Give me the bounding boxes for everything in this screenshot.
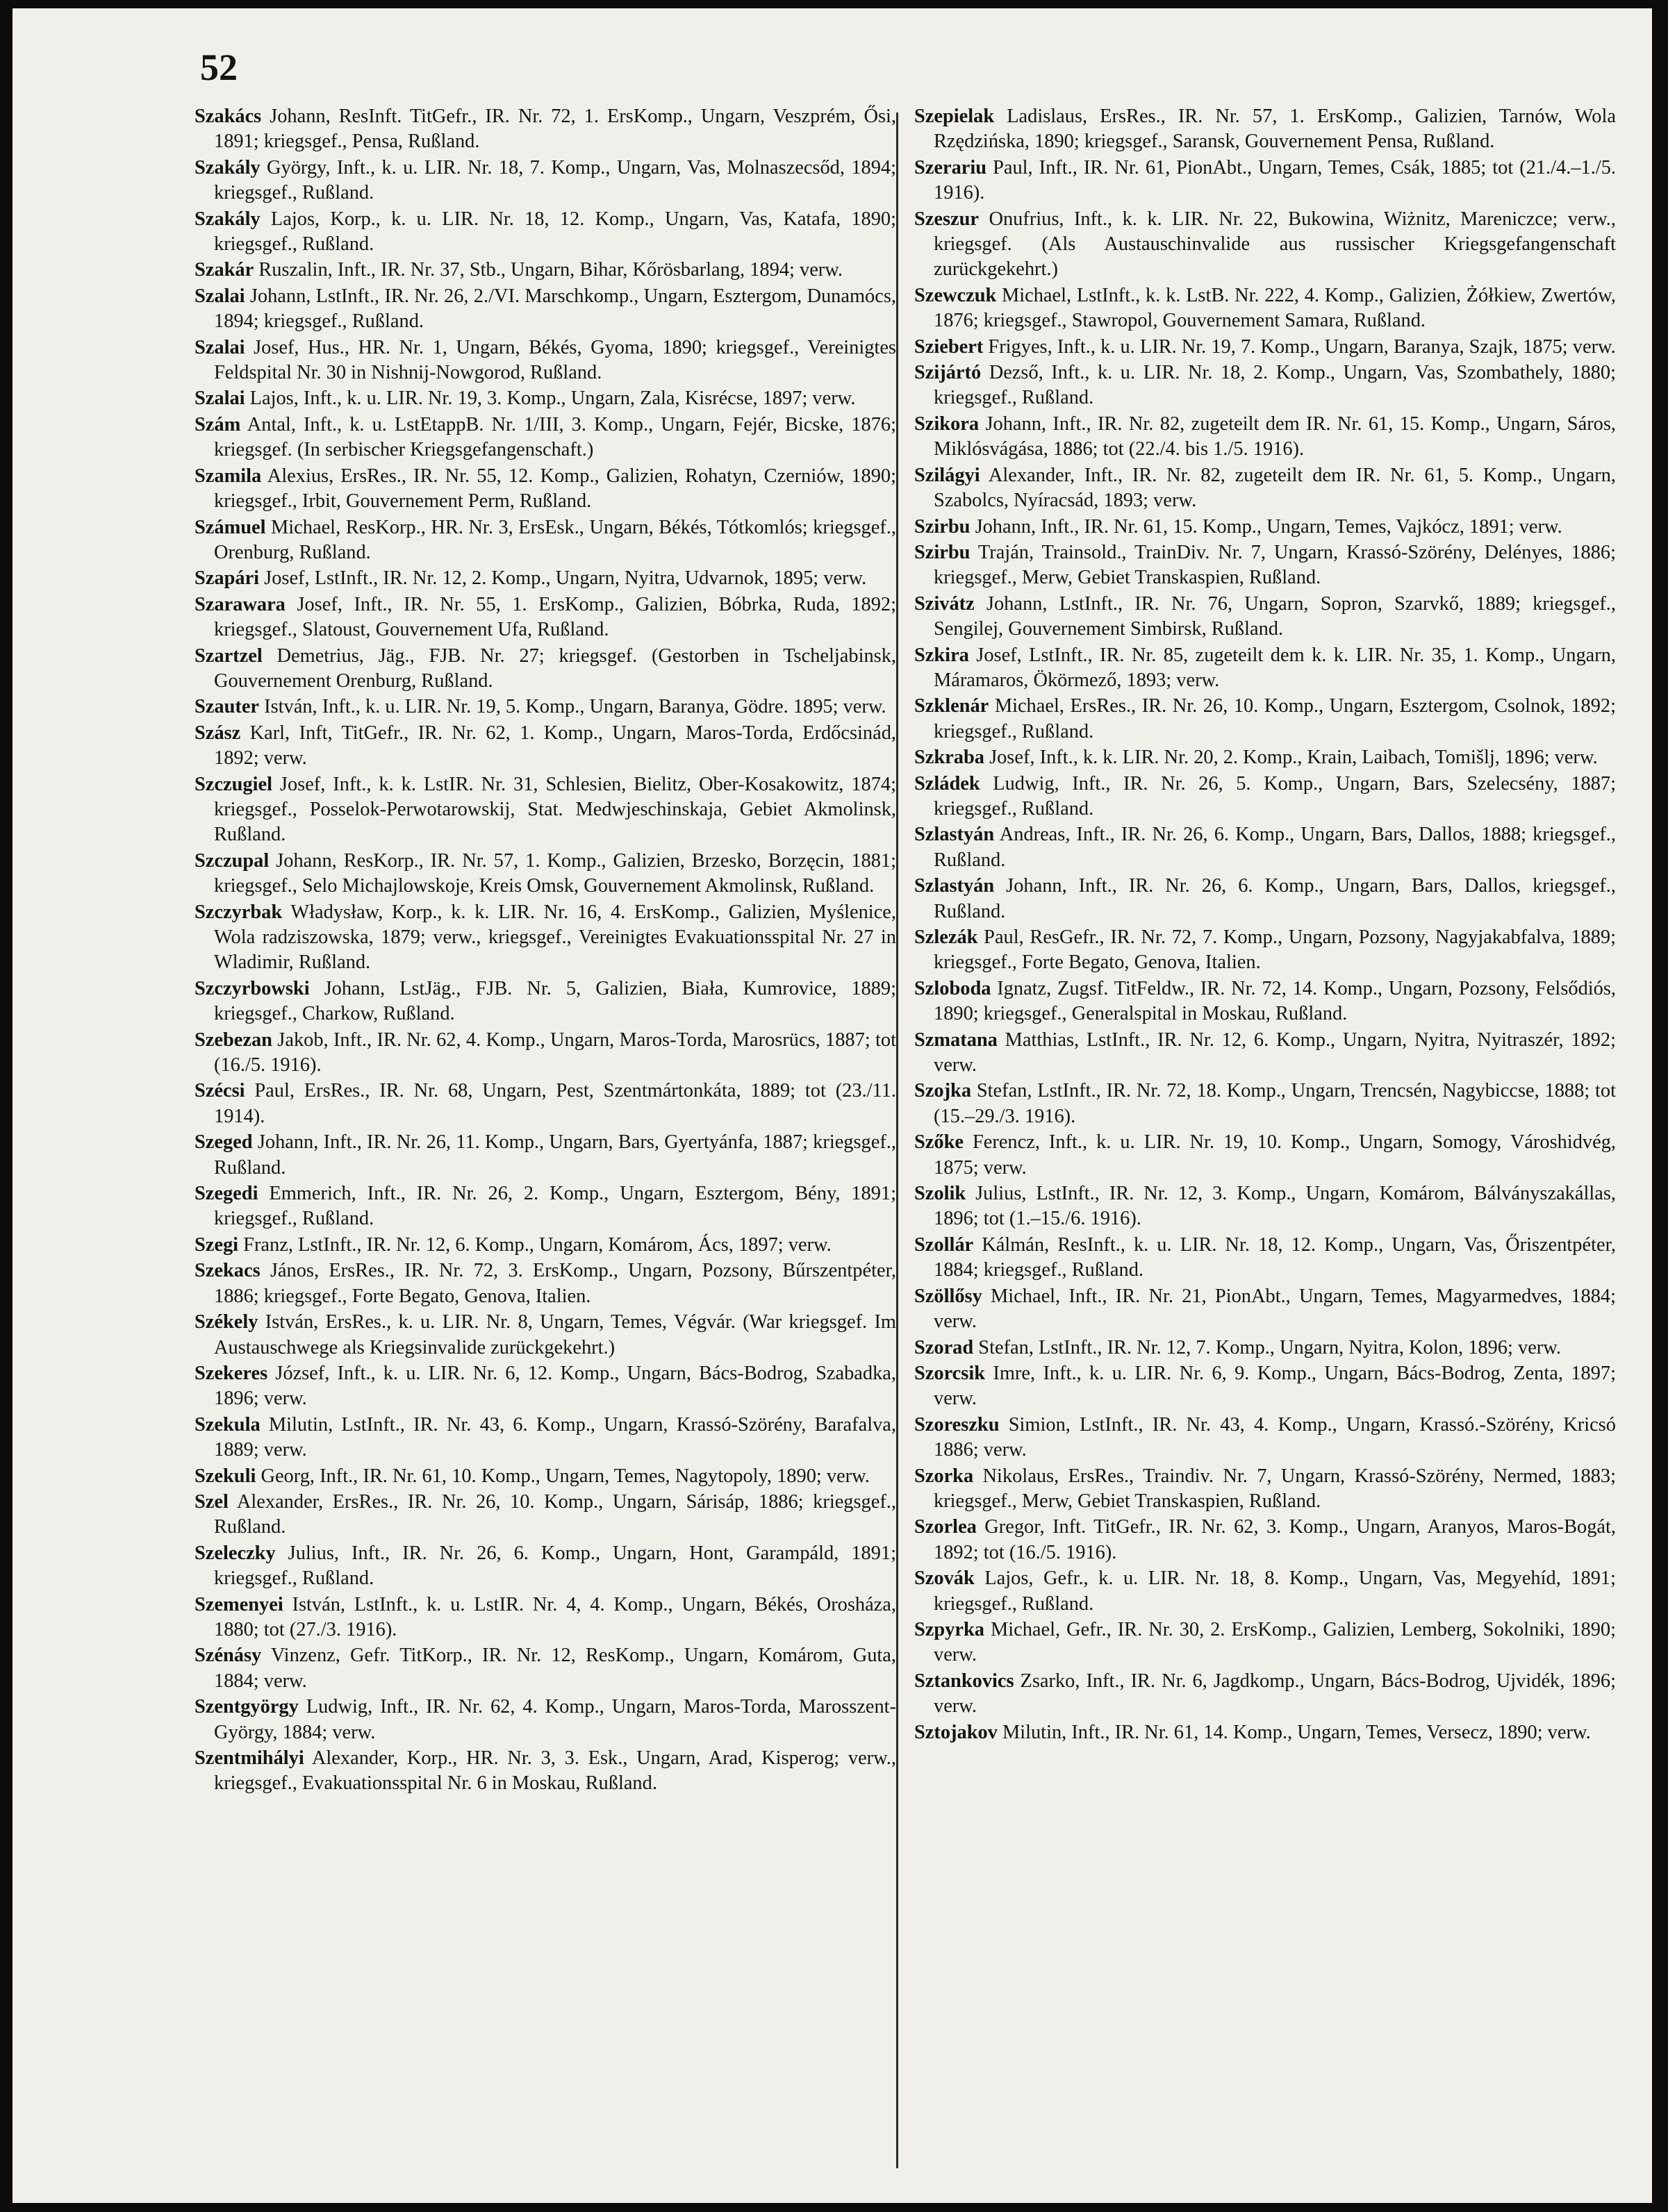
roll-entry [914,874,1616,924]
roll-entry [195,207,896,258]
roll-entry [195,104,896,155]
entry-details: Zsarko, Inft., IR. Nr. 6, Jagdkomp., Ungarn, Bács-Bodrog, Ujvidék, 1896; verw. [934,1670,1616,1718]
roll-entry [914,335,1616,360]
entry-details: Johann, Inft., IR. Nr. 26, 11. Komp., Ungarn, Bars, Gyertyánfa, 1887; kriegsgef., Rußland. [214,1131,896,1179]
roll-entry [195,1181,896,1232]
entry-surname: Szegedi [195,1183,258,1205]
roll-entry [914,412,1616,463]
entry-surname: Szemenyei [195,1593,283,1615]
entry-details: Josef, Inft., k. k. LstIR. Nr. 31, Schlesien, Bielitz, Ober-Kosakowitz, 1874; kriegsgef., Posselok-Perwotarowskij, Stat. Medwjeschinskaja, Gebiet Akmolinsk, Rußland. [214,773,896,846]
entry-surname: Szeszur [914,208,980,230]
entry-details: Stefan, LstInft., IR. Nr. 72, 18. Komp., Ungarn, Trencsén, Nagybiccse, 1888; tot (15.–29./3. 1916). [934,1080,1616,1127]
entry-details: Ludwig, Inft., IR. Nr. 26, 5. Komp., Ungarn, Bars, Szelecsény, 1887; kriegsgef., Rußland. [934,772,1616,820]
entry-surname: Számuel [195,516,266,538]
entry-surname: Szentgyörgy [195,1696,299,1718]
roll-entry [914,515,1616,540]
roll-entry [195,1361,896,1412]
entry-surname: Szöllősy [914,1285,982,1307]
roll-entry [195,1258,896,1309]
entry-surname: Szorcsik [914,1362,986,1384]
entry-details: Andreas, Inft., IR. Nr. 26, 6. Komp., Ungarn, Bars, Dallos, 1888; kriegsgef., Rußland. [934,824,1616,871]
roll-entry [914,976,1616,1027]
entry-surname: Szekula [195,1413,261,1436]
entry-surname: Szoreszku [914,1413,1000,1436]
entry-surname: Szepielak [914,106,995,127]
entry-details: Paul, Inft., IR. Nr. 61, PionAbt., Ungarn, Temes, Csák, 1885; tot (21./4.–1./5. 1916). [934,156,1616,204]
roll-entry [914,1618,1616,1668]
entry-details: Lajos, Inft., k. u. LIR. Nr. 19, 3. Komp., Ungarn, Zala, Kisrécse, 1897; verw. [245,388,856,410]
roll-entry [195,1464,896,1489]
entry-details: Gregor, Inft. TitGefr., IR. Nr. 62, 3. Komp., Ungarn, Aranyos, Maros-Bogát, 1892; tot (16./5. 1916). [934,1516,1616,1563]
roll-entry [195,1643,896,1694]
roll-entry [195,1746,896,1797]
entry-surname: Szirbu [914,541,971,563]
entry-details: Vinzenz, Gefr. TitKorp., IR. Nr. 12, ResKomp., Ungarn, Komárom, Guta, 1884; verw. [214,1645,896,1692]
roll-entry [195,849,896,899]
entry-surname: Szovák [914,1567,975,1590]
roll-entry [914,1284,1616,1335]
entry-details: Paul, ErsRes., IR. Nr. 68, Ungarn, Pest, Szentmártonkáta, 1889; tot (23./11. 1914). [214,1080,896,1127]
roll-entry [914,1336,1616,1361]
entry-details: Dezső, Inft., k. u. LIR. Nr. 18, 2. Komp., Ungarn, Vas, Szombathely, 1880; kriegsgef., Rußland. [934,362,1616,409]
entry-details: Milutin, Inft., IR. Nr. 61, 14. Komp., Ungarn, Temes, Versecz, 1890; verw. [997,1721,1591,1743]
entry-details: Milutin, LstInft., IR. Nr. 43, 6. Komp., Ungarn, Krassó-Szörény, Barafalva, 1889; verw. [214,1413,896,1461]
entry-surname: Szpyrka [914,1618,984,1640]
entry-surname: Szládek [914,772,980,795]
entry-surname: Szklenár [914,695,989,717]
entry-details: Ladislaus, ErsRes., IR. Nr. 57, 1. ErsKomp., Galizien, Tarnów, Wola Rzędzińska, 1890; kriegsgef., Saransk, Gouvernement Pensa, Rußland. [934,106,1616,153]
entry-details: Kálmán, ResInft., k. u. LIR. Nr. 18, 12. Komp., Ungarn, Vas, Őriszentpéter, 1884; kriegsgef., Rußland. [934,1233,1616,1281]
roll-entry [195,976,896,1027]
entry-details: Ignatz, Zugsf. TitFeldw., IR. Nr. 72, 14. Komp., Ungarn, Pozsony, Felsődiós, 1890; kriegsgef., Generalspital in Moskau, Rußland. [934,977,1616,1025]
entry-surname: Szijártó [914,362,982,384]
entry-details: Alexius, ErsRes., IR. Nr. 55, 12. Komp., Galizien, Rohatyn, Czerniów, 1890; kriegsgef., Irbit, Gouvernement Perm, Rußland. [214,465,896,513]
entry-surname: Sziebert [914,335,984,358]
entry-details: Johann, LstInft., IR. Nr. 26, 2./VI. Marschkomp., Ungarn, Esztergom, Dunamócs, 1894; kriegsgef., Rußland. [214,285,896,333]
entry-surname: Szel [195,1490,229,1513]
entry-surname: Szczyrbak [195,901,283,923]
entry-details: Michael, ErsRes., IR. Nr. 26, 10. Komp., Ungarn, Esztergom, Csolnok, 1892; kriegsgef., Rußland. [934,695,1616,742]
entry-surname: Szécsi [195,1080,245,1102]
roll-entry [195,413,896,463]
entry-surname: Szamila [195,465,262,487]
entry-details: Josef, Hus., HR. Nr. 1, Ungarn, Békés, Gyoma, 1890; kriegsgef., Vereinigtes Feldspital Nr. 30 in Nishnij-Nowgorod, Rußland. [214,336,896,384]
entry-surname: Szilágyi [914,464,980,486]
entry-details: Onufrius, Inft., k. k. LIR. Nr. 22, Bukowina, Wiżnitz, Mareniczce; verw., kriegsgef. (Als Austauschinvalide aus russischer Kriegsgefangenschaft zurückgekehrt.) [934,208,1616,281]
page-number: 52 [200,47,238,88]
document-page [13,8,1652,2203]
roll-entry [914,1464,1616,1515]
entry-surname: Szebezan [195,1029,272,1051]
entry-surname: Szartzel [195,645,263,667]
entry-details: Władysław, Korp., k. k. LIR. Nr. 16, 4. ErsKomp., Galizien, Myślenice, Wola radziszowska, 1879; verw., kriegsgef., Vereinigtes Evakuationsspital Nr. 27 in Wladimir, Rußland. [214,901,896,974]
roll-entry [914,540,1616,591]
entry-details: Emmerich, Inft., IR. Nr. 26, 2. Komp., Ungarn, Esztergom, Bény, 1891; kriegsgef., Rußland. [214,1183,896,1230]
roll-entry [914,1130,1616,1181]
entry-details: Julius, LstInft., IR. Nr. 12, 3. Komp., Ungarn, Komárom, Bálványszakállas, 1896; tot (1.–15./6. 1916). [934,1183,1616,1230]
entry-details: Georg, Inft., IR. Nr. 61, 10. Komp., Ungarn, Temes, Nagytopoly, 1890; verw. [256,1465,870,1487]
roll-entry [914,1566,1616,1617]
roll-entry [195,1233,896,1258]
entry-details: Johann, ResKorp., IR. Nr. 57, 1. Komp., Galizien, Brzesko, Borzęcin, 1881; kriegsgef., Selo Michajlowskoje, Kreis Omsk, Gouvernement Akmolinsk, Rußland. [214,849,896,897]
roll-entry [914,643,1616,694]
entry-details: Johann, Inft., IR. Nr. 61, 15. Komp., Ungarn, Temes, Vajkócz, 1891; verw. [970,515,1562,538]
roll-entry [195,1079,896,1129]
entry-details: Karl, Inft, TitGefr., IR. Nr. 62, 1. Komp., Ungarn, Maros-Torda, Erdőcsinád, 1892; verw. [214,722,896,770]
roll-entry [195,721,896,772]
roll-entry [914,1233,1616,1283]
roll-entry [195,284,896,335]
entry-surname: Szorka [914,1465,974,1487]
entry-details: Josef, Inft., IR. Nr. 55, 1. ErsKomp., Galizien, Bóbrka, Ruda, 1892; kriegsgef., Slatoust, Gouvernement Ufa, Rußland. [214,593,896,641]
entry-details: István, Inft., k. u. LIR. Nr. 19, 5. Komp., Ungarn, Baranya, Gödre. 1895; verw. [259,696,886,718]
entry-surname: Szalai [195,388,245,410]
entry-surname: Szekeres [195,1362,268,1384]
entry-surname: Szénásy [195,1645,262,1667]
roll-entry [195,1310,896,1361]
entry-surname: Szekuli [195,1465,256,1487]
entry-details: Stefan, LstInft., IR. Nr. 12, 7. Komp., Ungarn, Nyitra, Kolon, 1896; verw. [973,1336,1561,1358]
roll-entry [195,1130,896,1181]
entry-details: István, ErsRes., k. u. LIR. Nr. 8, Ungarn, Temes, Végvár. (War kriegsgef. Im Austauschwege als Kriegsinvalide zurückgekehrt.) [214,1311,896,1358]
right-column [914,104,1616,2181]
roll-entry [914,1669,1616,1720]
entry-surname: Szkraba [914,747,984,769]
roll-entry [914,360,1616,411]
entry-details: Josef, LstInft., IR. Nr. 85, zugeteilt dem k. k. LIR. Nr. 35, 1. Komp., Ungarn, Máramaros, Ökörmező, 1893; verw. [934,644,1616,691]
roll-entry [914,592,1616,642]
roll-entry [914,1181,1616,1232]
roll-entry [195,644,896,695]
entry-details: Michael, ResKorp., HR. Nr. 3, ErsEsk., Ungarn, Békés, Tótkomlós; kriegsgef., Orenburg, Rußland. [214,516,896,563]
roll-entry [195,335,896,386]
roll-entry [914,1361,1616,1412]
entry-details: Johann, LstInft., IR. Nr. 76, Ungarn, Sopron, Szarvkő, 1889; kriegsgef., Sengilej, Gouvernement Simbirsk, Rußland. [934,592,1616,640]
entry-surname: Szczugiel [195,773,272,795]
entry-surname: Szekacs [195,1260,261,1282]
roll-entry [914,822,1616,873]
entry-surname: Szőke [914,1131,964,1154]
entry-surname: Szkira [914,644,969,666]
roll-entry [914,745,1616,770]
roll-entry [914,1028,1616,1079]
roll-entry [195,386,896,411]
entry-surname: Szikora [914,413,980,435]
entry-surname: Szolik [914,1183,966,1205]
entry-surname: Szeged [195,1131,253,1154]
entry-surname: Szivátz [914,592,975,615]
entry-details: Paul, ResGefr., IR. Nr. 72, 7. Komp., Ungarn, Pozsony, Nagyjakabfalva, 1889; kriegsgef., Forte Begato, Genova, Italien. [934,926,1616,974]
entry-surname: Szegi [195,1233,239,1256]
entry-surname: Szám [195,413,241,435]
roll-entry [195,1541,896,1592]
entry-details: Josef, Inft., k. k. LIR. Nr. 20, 2. Komp., Krain, Laibach, Tomišlj, 1896; verw. [984,747,1598,769]
roll-entry [195,464,896,515]
entry-surname: Szorlea [914,1516,977,1538]
entry-surname: Szlezák [914,926,978,948]
roll-entry [914,207,1616,283]
entry-details: Ruszalin, Inft., IR. Nr. 37, Stb., Ungarn, Bihar, Kőrösbarlang, 1894; verw. [254,259,843,281]
entry-details: Lajos, Gefr., k. u. LIR. Nr. 18, 8. Komp., Ungarn, Vas, Megyehíd, 1891; kriegsgef., Rußland. [934,1567,1616,1615]
entry-details: Michael, LstInft., k. k. LstB. Nr. 222, 4. Komp., Galizien, Żółkiew, Zwertów, 1876; kriegsgef., Stawropol, Gouvernement Samara, Rußland. [934,284,1616,332]
roll-entry [195,1028,896,1079]
entry-surname: Székely [195,1311,258,1333]
roll-entry [914,104,1616,155]
entry-surname: Szorad [914,1336,974,1358]
roll-entry [914,1079,1616,1129]
roll-entry [195,695,896,720]
entry-details: Johann, Inft., IR. Nr. 82, zugeteilt dem IR. Nr. 61, 15. Komp., Ungarn, Sáros, Miklósvágása, 1886; tot (22./4. bis 1./5. 1916). [934,413,1616,460]
roll-entry [195,900,896,976]
entry-surname: Szlastyán [914,875,995,897]
entry-surname: Szakály [195,156,261,178]
entry-details: Johann, ResInft. TitGefr., IR. Nr. 72, 1. ErsKomp., Ungarn, Veszprém, Ősi, 1891; kriegsgef., Pensa, Rußland. [214,106,896,153]
roll-entry [914,156,1616,206]
entry-details: Lajos, Korp., k. u. LIR. Nr. 18, 12. Komp., Ungarn, Vas, Katafa, 1890; kriegsgef., Rußland. [214,208,896,256]
roll-entry [195,1413,896,1463]
entry-details: Ludwig, Inft., IR. Nr. 62, 4. Komp., Ungarn, Maros-Torda, Marosszent-György, 1884; verw. [214,1696,896,1743]
roll-entry [195,156,896,206]
entry-surname: Szerariu [914,156,987,178]
entry-surname: Szewczuk [914,284,997,306]
entry-surname: Szentmihályi [195,1747,304,1769]
entry-details: Johann, Inft., IR. Nr. 26, 6. Komp., Ungarn, Bars, Dallos, kriegsgef., Rußland. [934,875,1616,922]
entry-details: János, ErsRes., IR. Nr. 72, 3. ErsKomp., Ungarn, Pozsony, Bűrszentpéter, 1886; kriegsgef., Forte Begato, Genova, Italien. [214,1260,896,1307]
entry-details: Jakob, Inft., IR. Nr. 62, 4. Komp., Ungarn, Maros-Torda, Marosrücs, 1887; tot (16./5. 1916). [214,1029,896,1076]
entry-surname: Szlastyán [914,824,995,846]
roll-entry [195,258,896,283]
entry-surname: Szczupal [195,849,270,872]
entry-details: Michael, Gefr., IR. Nr. 30, 2. ErsKomp., Galizien, Lemberg, Sokolniki, 1890; verw. [934,1618,1616,1666]
roll-entry [914,1720,1616,1745]
entry-surname: Szauter [195,696,260,718]
entry-details: Alexander, ErsRes., IR. Nr. 26, 10. Komp., Ungarn, Sárisáp, 1886; kriegsgef., Rußland. [214,1490,896,1538]
entry-surname: Szakály [195,208,261,230]
entry-surname: Szmatana [914,1029,998,1051]
roll-entry [914,1413,1616,1463]
entry-details: István, LstInft., k. u. LstIR. Nr. 4, 4. Komp., Ungarn, Békés, Orosháza, 1880; tot (27./3. 1916). [214,1593,896,1640]
entry-surname: Szalai [195,336,245,358]
entry-surname: Szakács [195,106,262,127]
entry-details: Nikolaus, ErsRes., Traindiv. Nr. 7, Ungarn, Krassó-Szörény, Nermed, 1883; kriegsgef., Merw, Gebiet Transkaspien, Rußland. [934,1465,1616,1512]
entry-surname: Sztojakov [914,1721,998,1743]
entry-details: Michael, Inft., IR. Nr. 21, PionAbt., Ungarn, Temes, Magyarmedves, 1884; verw. [934,1285,1616,1333]
entry-surname: Szollár [914,1233,974,1256]
entry-details: Alexander, Korp., HR. Nr. 3, 3. Esk., Ungarn, Arad, Kisperog; verw., kriegsgef., Evakuationsspital Nr. 6 in Moskau, Rußland. [214,1747,896,1795]
entry-details: Alexander, Inft., IR. Nr. 82, zugeteilt dem IR. Nr. 61, 5. Komp., Ungarn, Szabolcs, Nyíracsád, 1893; verw. [934,464,1616,512]
entry-details: Imre, Inft., k. u. LIR. Nr. 6, 9. Komp., Ungarn, Bács-Bodrog, Zenta, 1897; verw. [934,1362,1616,1410]
roll-entry [914,283,1616,334]
roll-entry [195,566,896,591]
roll-entry [195,1490,896,1540]
entry-surname: Szarawara [195,593,286,615]
roll-entry [195,515,896,566]
entry-surname: Szász [195,722,241,744]
roll-entry [195,592,896,643]
column-divider [896,113,898,2168]
roll-entry [914,772,1616,822]
entry-details: Simion, LstInft., IR. Nr. 43, 4. Komp., Ungarn, Krassó.-Szörény, Kricsó 1886; verw. [934,1413,1616,1461]
entry-surname: Szojka [914,1080,972,1102]
entry-details: György, Inft., k. u. LIR. Nr. 18, 7. Komp., Ungarn, Vas, Molnaszecsőd, 1894; kriegsgef., Rußland. [214,156,896,204]
entry-details: Franz, LstInft., IR. Nr. 12, 6. Komp., Ungarn, Komárom, Ács, 1897; verw. [238,1233,832,1256]
entry-surname: Szapári [195,567,260,590]
entry-surname: Szirbu [914,515,971,538]
entry-details: Julius, Inft., IR. Nr. 26, 6. Komp., Ungarn, Hont, Garampáld, 1891; kriegsgef., Rußland. [214,1542,896,1590]
entry-details: Ferencz, Inft., k. u. LIR. Nr. 19, 10. Komp., Ungarn, Somogy, Városhidvég, 1875; verw. [934,1131,1616,1179]
roll-entry [195,1593,896,1643]
roll-entry [914,694,1616,745]
entry-details: Frigyes, Inft., k. u. LIR. Nr. 19, 7. Komp., Ungarn, Baranya, Szajk, 1875; verw. [983,335,1616,358]
entry-details: Traján, Trainsold., TrainDiv. Nr. 7, Ungarn, Krassó-Szörény, Delényes, 1886; kriegsgef., Merw, Gebiet Transkaspien, Rußland. [934,541,1616,589]
left-column [195,104,896,2181]
roll-entry [914,463,1616,514]
entry-surname: Szeleczky [195,1542,276,1564]
roll-entry [195,1695,896,1745]
entry-surname: Szalai [195,285,245,307]
entry-surname: Szczyrbowski [195,977,310,999]
entry-details: Demetrius, Jäg., FJB. Nr. 27; kriegsgef. (Gestorben in Tscheljabinsk, Gouvernement Orenburg, Rußland. [214,645,896,692]
entry-details: Antal, Inft., k. u. LstEtappB. Nr. 1/III, 3. Komp., Ungarn, Fejér, Bicske, 1876; kriegsgef. (In serbischer Kriegsgefangenschaft.) [214,413,896,461]
entry-details: József, Inft., k. u. LIR. Nr. 6, 12. Komp., Ungarn, Bács-Bodrog, Szabadka, 1896; verw. [214,1362,896,1410]
roll-entry [914,1515,1616,1565]
roll-entry [195,772,896,848]
entry-surname: Szakár [195,259,254,281]
entry-surname: Szloboda [914,977,991,999]
roll-entry [914,925,1616,976]
entry-surname: Sztankovics [914,1670,1014,1692]
entry-details: Johann, LstJäg., FJB. Nr. 5, Galizien, Biała, Kumrovice, 1889; kriegsgef., Charkow, Rußland. [214,977,896,1025]
entry-details: Josef, LstInft., IR. Nr. 12, 2. Komp., Ungarn, Nyitra, Udvarnok, 1895; verw. [259,567,867,590]
entry-details: Matthias, LstInft., IR. Nr. 12, 6. Komp., Ungarn, Nyitra, Nyitraszér, 1892; verw. [934,1029,1616,1076]
